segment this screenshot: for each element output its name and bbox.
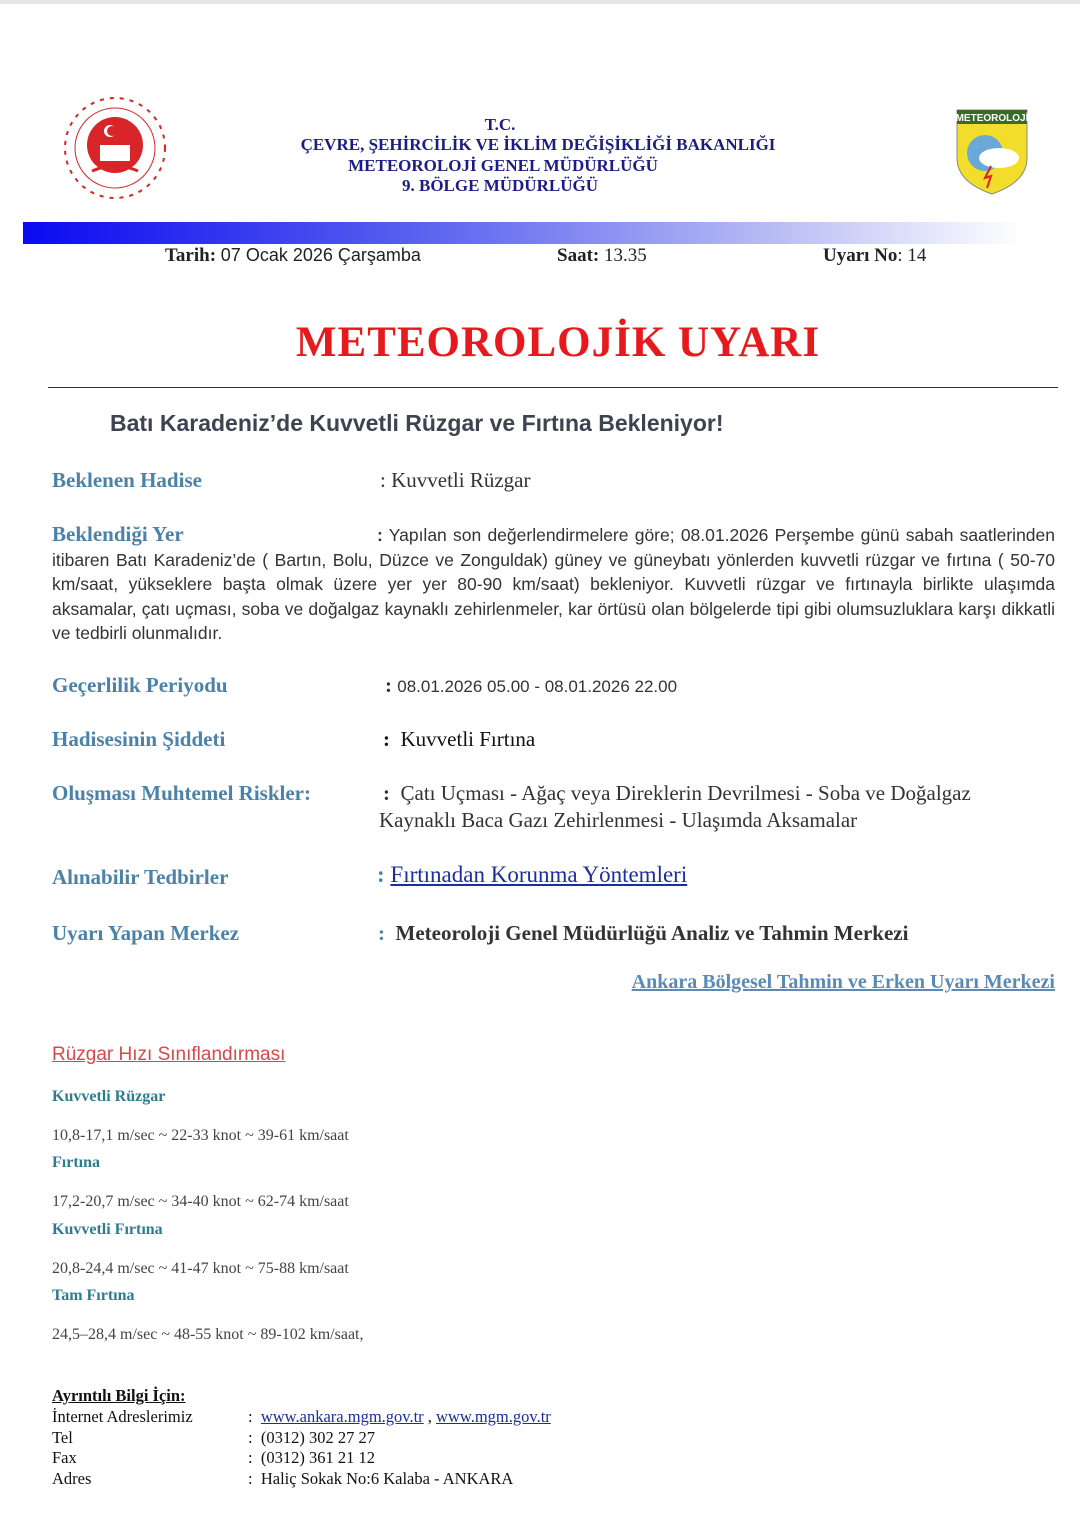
wind-classification-heading: Rüzgar Hızı Sınıflandırması xyxy=(52,1044,286,1065)
wind-class-value: 17,2-20,7 m/sec ~ 34-40 knot ~ 62-74 km/saat xyxy=(52,1193,349,1210)
severity-value: : Kuvvetli Fırtına xyxy=(383,727,536,751)
measures-label: Alınabilir Tedbirler xyxy=(52,865,229,889)
header-tc: T.C. xyxy=(484,115,516,134)
ankara-mgm-link[interactable]: www.ankara.mgm.gov.tr xyxy=(260,1407,424,1426)
regional-center-link[interactable]: Ankara Bölgesel Tahmin ve Erken Uyarı Merkezi xyxy=(631,971,1055,993)
top-border xyxy=(0,0,1080,4)
header-region: 9. BÖLGE MÜDÜRLÜĞÜ xyxy=(402,176,598,195)
wind-class-value: 24,5–28,4 m/sec ~ 48-55 knot ~ 89-102 km/saat, xyxy=(52,1326,364,1343)
expected-event-label: Beklenen Hadise xyxy=(52,468,202,492)
divider xyxy=(48,387,1058,388)
warning-number: Uyarı No: 14 xyxy=(823,245,927,266)
expected-event-value: : Kuvvetli Rüzgar xyxy=(380,468,531,492)
web-value: : www.ankara.mgm.gov.tr , www.mgm.gov.tr xyxy=(248,1407,551,1426)
subtitle: Batı Karadeniz’de Kuvvetli Rüzgar ve Fırtına Bekleniyor! xyxy=(110,410,724,436)
center-label: Uyarı Yapan Merkez xyxy=(52,921,240,945)
risks-line-2: Kaynaklı Baca Gazı Zehirlenmesi - Ulaşımda Aksamalar xyxy=(379,808,858,832)
validity-label: Geçerlilik Periyodu xyxy=(52,673,228,697)
time-field: Saat: 13.35 xyxy=(557,245,647,266)
fax-value: : (0312) 361 21 12 xyxy=(248,1448,375,1467)
center-value: : Meteoroloji Genel Müdürlüğü Analiz ve Tahmin Merkezi xyxy=(378,921,909,945)
wind-class-label: Kuvvetli Fırtına xyxy=(52,1221,163,1238)
validity-value: : 08.01.2026 05.00 - 08.01.2026 22.00 xyxy=(385,673,678,697)
wind-class-value: 20,8-24,4 m/sec ~ 41-47 knot ~ 75-88 km/saat xyxy=(52,1260,349,1277)
tel-label: Tel xyxy=(52,1428,73,1447)
tel-value: : (0312) 302 27 27 xyxy=(248,1428,375,1447)
risks-label: Oluşması Muhtemel Riskler: xyxy=(52,781,311,805)
location-description: : Yapılan son değerlendirmelere göre; 08.01.2026 Perşembe günü sabah saatlerinden itibaren Batı Karadeniz’de ( Bartın, Bolu, Düzce ve Zonguldak) güney ve güneybatı yönlerden kuvvetli rüzgar ve fırtına ( 50-70 km/saat, yükseklere başta olmak üzere yer yer 80-90 km/saat) bekleniyor. Kuvvetli rüzgar ve fırtınayla birlikte ulaşımda aksamalar, çatı uçması, soba ve doğalgaz kaynaklı zehirlenmeler, kar örtüsü olan bölgelerde tipi gibi olumsuzluklara karşı dikkatli ve tedbirli olunmalıdır. xyxy=(52,525,1055,643)
wind-class-label: Fırtına xyxy=(52,1154,100,1171)
severity-label: Hadisesinin Şiddeti xyxy=(52,727,226,751)
risks-line-1: : Çatı Uçması - Ağaç veya Direklerin Devrilmesi - Soba ve Doğalgaz xyxy=(383,781,971,805)
mgm-link[interactable]: www.mgm.gov.tr xyxy=(436,1407,551,1426)
web-label: İnternet Adreslerimiz xyxy=(52,1407,193,1426)
measures-value: : Fırtınadan Korunma Yöntemleri xyxy=(377,862,688,887)
date-field: Tarih: 07 Ocak 2026 Çarşamba xyxy=(165,245,421,266)
wind-class-label: Kuvvetli Rüzgar xyxy=(52,1088,166,1105)
wind-class-value: 10,8-17,1 m/sec ~ 22-33 knot ~ 39-61 km/saat xyxy=(52,1127,349,1144)
header-gradient-bar xyxy=(23,222,1023,244)
header-directorate: METEOROLOJİ GENEL MÜDÜRLÜĞÜ xyxy=(348,156,658,175)
header-ministry: ÇEVRE, ŞEHİRCİLİK VE İKLİM DEĞİŞİKLİĞİ BAKANLIĞI xyxy=(300,135,776,154)
contact-heading: Ayrıntılı Bilgi İçin: xyxy=(52,1386,186,1405)
location-label: Beklendiği Yer xyxy=(52,522,184,546)
measures-link[interactable]: Fırtınadan Korunma Yöntemleri xyxy=(390,862,688,887)
fax-label: Fax xyxy=(52,1448,77,1467)
wind-class-label: Tam Fırtına xyxy=(52,1287,135,1304)
svg-text:METEOROLOJİ: METEOROLOJİ xyxy=(955,113,1029,124)
address-value: : Haliç Sokak No:6 Kalaba - ANKARA xyxy=(248,1469,514,1488)
address-label: Adres xyxy=(52,1469,92,1488)
page-title: METEOROLOJİK UYARI xyxy=(295,319,821,366)
